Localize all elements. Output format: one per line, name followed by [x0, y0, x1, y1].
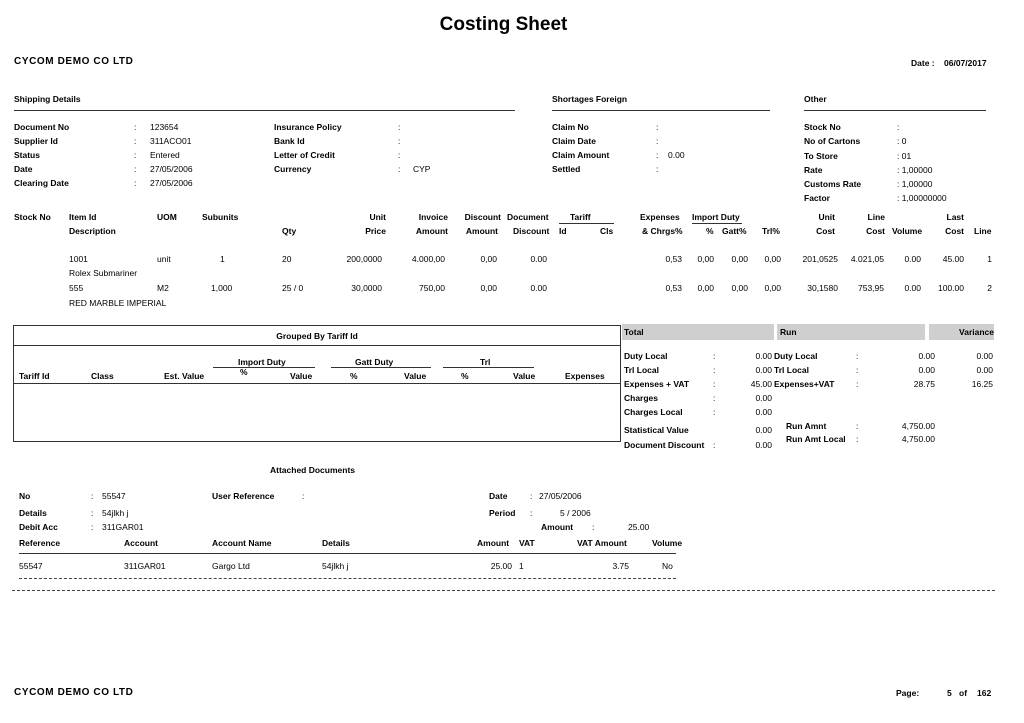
discount-amount: 0,00 — [480, 283, 497, 293]
col-line-cost: Cost — [866, 226, 885, 236]
supplier-id-label: Supplier Id — [14, 136, 58, 146]
col-duty-pct: % — [706, 226, 714, 236]
tg-import-value: Value — [290, 371, 313, 381]
tariff-group-title-divider — [13, 345, 621, 346]
att-col-vat: VAT — [519, 538, 535, 548]
total-value: 0.00 — [755, 407, 772, 417]
run-amnt-label: Run Amnt — [786, 421, 827, 431]
unit-price: 30,0000 — [351, 283, 382, 293]
insurance-policy-label: Insurance Policy — [274, 122, 342, 132]
colon: : — [856, 351, 859, 361]
col-unit-cost: Cost — [816, 226, 835, 236]
tg-tariff-id: Tariff Id — [19, 371, 50, 381]
colon: : — [134, 150, 137, 160]
colon: : — [398, 164, 401, 174]
att-amount-value: 25.00 — [628, 522, 650, 532]
total-label: Charges — [624, 393, 659, 403]
variance-header: Variance — [959, 327, 994, 337]
col-tariff-id: Id — [559, 226, 567, 236]
att-col-reference: Reference — [19, 538, 61, 548]
run-label: Duty Local — [774, 351, 818, 361]
colon: : — [656, 150, 659, 160]
colon: : — [656, 164, 659, 174]
uom: unit — [157, 254, 171, 264]
tg-expenses: Expenses — [565, 371, 605, 381]
att-reference: 55547 — [19, 561, 43, 571]
run-value: 0.00 — [918, 351, 935, 361]
tariff-group-header-divider — [13, 383, 621, 384]
col-trl-pct: Trl% — [762, 226, 780, 236]
page-title: Costing Sheet — [439, 14, 568, 35]
stock-no-value: : — [897, 122, 900, 132]
claim-amount-label: Claim Amount — [552, 150, 610, 160]
att-col-volume: Volume — [652, 538, 683, 548]
tariff-group-title: Grouped By Tariff Id — [276, 331, 358, 341]
att-volume: No — [662, 561, 673, 571]
col-line-no: Line — [974, 226, 992, 236]
att-date-label: Date — [489, 491, 508, 501]
tg-gatt-duty: Gatt Duty — [355, 357, 394, 367]
stock-no-label: Stock No — [804, 122, 841, 132]
colon: : — [134, 178, 137, 188]
line-cost: 753,95 — [858, 283, 884, 293]
total-label: Duty Local — [624, 351, 668, 361]
tg-import-duty: Import Duty — [238, 357, 286, 367]
col-uom: UOM — [157, 212, 177, 222]
colon: : — [91, 491, 94, 501]
att-row-divider — [19, 578, 676, 579]
att-amount-label: Amount — [541, 522, 574, 532]
statistical-value: 0.00 — [755, 425, 772, 435]
page-label: Page: — [896, 688, 920, 698]
col-subunits: Subunits — [202, 212, 239, 222]
item-description: Rolex Submariner — [69, 268, 138, 278]
col-expenses: Expenses — [640, 212, 680, 222]
att-details-label: Details — [19, 508, 47, 518]
run-header-bg — [777, 324, 925, 340]
colon: : — [713, 379, 716, 389]
att-account: 311GAR01 — [124, 561, 166, 571]
currency-label: Currency — [274, 164, 312, 174]
claim-date-label: Claim Date — [552, 136, 596, 146]
tg-gatt-duty-underline — [331, 367, 431, 368]
user-reference-label: User Reference — [212, 491, 275, 501]
col-description: Description — [69, 226, 116, 236]
att-amount: 25.00 — [490, 561, 512, 571]
colon: : — [592, 522, 595, 532]
line-no: 1 — [987, 254, 992, 264]
col-unit: Unit — [369, 212, 386, 222]
invoice-amount: 750,00 — [419, 283, 445, 293]
tg-import-duty-underline — [213, 367, 315, 368]
status-label: Status — [14, 150, 40, 160]
line-cost: 4.021,05 — [850, 254, 884, 264]
run-amt-local-value: 4,750.00 — [901, 434, 935, 444]
att-vat: 1 — [519, 561, 524, 571]
discount-amount: 0,00 — [480, 254, 497, 264]
statistical-value-label: Statistical Value — [624, 425, 689, 435]
col-stock-no: Stock No — [14, 212, 51, 222]
att-header-divider — [19, 553, 676, 554]
supplier-id-value: 311ACO01 — [150, 136, 192, 146]
customs-rate-value: : 1,00000 — [897, 179, 933, 189]
total-value: 0.00 — [755, 393, 772, 403]
col-discount-amount: Amount — [465, 226, 498, 236]
date-value-shipping: 27/05/2006 — [150, 164, 193, 174]
last-cost: 100.00 — [938, 283, 964, 293]
col-item-id: Item Id — [69, 212, 97, 222]
clearing-date-value: 27/05/2006 — [150, 178, 193, 188]
colon: : — [656, 122, 659, 132]
other-heading: Other — [804, 94, 827, 104]
col-last: Last — [946, 212, 964, 222]
run-amnt-value: 4,750.00 — [901, 421, 935, 431]
colon: : — [856, 434, 859, 444]
shortages-divider — [552, 110, 770, 111]
total-value: 45.00 — [750, 379, 772, 389]
run-label: Expenses+VAT — [774, 379, 835, 389]
page-divider — [12, 590, 995, 591]
duty-pct: 0,00 — [697, 254, 714, 264]
total-value: 0.00 — [755, 351, 772, 361]
run-amt-local-label: Run Amt Local — [786, 434, 846, 444]
run-value: 28.75 — [913, 379, 935, 389]
col-qty: Qty — [282, 226, 297, 236]
unit-cost: 30,1580 — [807, 283, 838, 293]
variance-value: 16.25 — [971, 379, 993, 389]
claim-amount-value: 0.00 — [668, 150, 685, 160]
trl-pct: 0,00 — [764, 254, 781, 264]
volume: 0.00 — [904, 283, 921, 293]
colon: : — [713, 365, 716, 375]
gatt-pct: 0,00 — [731, 283, 748, 293]
colon: : — [134, 164, 137, 174]
document-no-value: 123654 — [150, 122, 179, 132]
qty: 20 — [282, 254, 292, 264]
tg-gatt-value: Value — [404, 371, 427, 381]
settled-label: Settled — [552, 164, 581, 174]
tariff-underline — [559, 223, 614, 224]
period-value: 5 / 2006 — [560, 508, 591, 518]
att-col-account-name: Account Name — [212, 538, 272, 548]
page-of: of — [959, 688, 968, 698]
document-discount: 0.00 — [530, 254, 547, 264]
colon: : — [713, 440, 716, 450]
col-discount: Discount — [464, 212, 501, 222]
to-store-label: To Store — [804, 151, 838, 161]
tg-trl: Trl — [480, 357, 491, 367]
subunits: 1 — [220, 254, 225, 264]
shipping-divider — [14, 110, 515, 111]
att-details: 54jlkh j — [322, 561, 349, 571]
colon: : — [91, 522, 94, 532]
currency-value: CYP — [413, 164, 431, 174]
other-divider — [804, 110, 986, 111]
no-of-cartons-label: No of Cartons — [804, 136, 861, 146]
col-invoice-amount: Amount — [415, 226, 448, 236]
colon: : — [713, 351, 716, 361]
item-id: 1001 — [69, 254, 88, 264]
variance-value: 0.00 — [976, 365, 993, 375]
shipping-details-heading: Shipping Details — [14, 94, 81, 104]
trl-pct: 0,00 — [764, 283, 781, 293]
page-current: 5 — [947, 688, 952, 698]
item-id: 555 — [69, 283, 84, 293]
colon: : — [134, 122, 137, 132]
att-no-label: No — [19, 491, 31, 501]
colon: : — [91, 508, 94, 518]
tg-import-pct: % — [240, 367, 248, 377]
colon: : — [398, 136, 401, 146]
att-no-value: 55547 — [102, 491, 126, 501]
colon: : — [530, 508, 533, 518]
col-volume: Volume — [892, 226, 923, 236]
colon: : — [302, 491, 305, 501]
total-label: Expenses + VAT — [624, 379, 690, 389]
unit-price: 200,0000 — [346, 254, 382, 264]
att-col-account: Account — [124, 538, 158, 548]
period-label: Period — [489, 508, 516, 518]
col-invoice: Invoice — [418, 212, 448, 222]
company-name: CYCOM DEMO CO LTD — [14, 56, 134, 67]
letter-of-credit-label: Letter of Credit — [274, 150, 335, 160]
tg-trl-underline — [443, 367, 534, 368]
tg-class: Class — [91, 371, 114, 381]
date-label: Date : — [911, 58, 935, 68]
col-price: Price — [365, 226, 386, 236]
last-cost: 45.00 — [942, 254, 964, 264]
report-date: 06/07/2017 — [944, 58, 987, 68]
uom: M2 — [157, 283, 169, 293]
debit-acc-label: Debit Acc — [19, 522, 58, 532]
run-header: Run — [780, 327, 797, 337]
document-discount-value: 0.00 — [755, 440, 772, 450]
total-header: Total — [624, 327, 644, 337]
colon: : — [856, 365, 859, 375]
duty-pct: 0,00 — [697, 283, 714, 293]
no-of-cartons-value: : 0 — [897, 136, 907, 146]
bank-id-label: Bank Id — [274, 136, 305, 146]
item-description: RED MARBLE IMPERIAL — [69, 298, 167, 308]
debit-acc-value: 311GAR01 — [102, 522, 144, 532]
colon: : — [713, 407, 716, 417]
rate-value: : 1,00000 — [897, 165, 933, 175]
col-document: Document — [507, 212, 549, 222]
invoice-amount: 4.000,00 — [411, 254, 445, 264]
total-label: Charges Local — [624, 407, 683, 417]
customs-rate-label: Customs Rate — [804, 179, 862, 189]
footer-company: CYCOM DEMO CO LTD — [14, 687, 134, 698]
date-label-shipping: Date — [14, 164, 33, 174]
variance-value: 0.00 — [976, 351, 993, 361]
run-value: 0.00 — [918, 365, 935, 375]
tg-trl-value: Value — [513, 371, 536, 381]
total-value: 0.00 — [755, 365, 772, 375]
att-date-value: 27/05/2006 — [539, 491, 582, 501]
expenses-pct: 0,53 — [665, 283, 682, 293]
shortages-heading: Shortages Foreign — [552, 94, 628, 104]
att-col-details: Details — [322, 538, 350, 548]
colon: : — [134, 136, 137, 146]
col-document-discount: Discount — [513, 226, 550, 236]
colon: : — [530, 491, 533, 501]
col-chrgs: & Chrgs% — [642, 226, 683, 236]
colon: : — [398, 122, 401, 132]
colon: : — [856, 421, 859, 431]
unit-cost: 201,0525 — [802, 254, 838, 264]
attached-documents-title: Attached Documents — [270, 465, 356, 475]
claim-no-label: Claim No — [552, 122, 589, 132]
att-col-amount: Amount — [477, 538, 510, 548]
col-line: Line — [867, 212, 885, 222]
run-label: Trl Local — [774, 365, 809, 375]
subunits: 1,000 — [211, 283, 233, 293]
colon: : — [713, 393, 716, 403]
col-tariff-cls: Cls — [600, 226, 614, 236]
col-last-cost: Cost — [945, 226, 964, 236]
tg-trl-pct: % — [461, 371, 469, 381]
page-total: 162 — [977, 688, 992, 698]
clearing-date-label: Clearing Date — [14, 178, 69, 188]
colon: : — [656, 136, 659, 146]
colon: : — [398, 150, 401, 160]
att-vat-amount: 3.75 — [612, 561, 629, 571]
factor-label: Factor — [804, 193, 830, 203]
tg-gatt-pct: % — [350, 371, 358, 381]
col-import-duty: Import Duty — [692, 212, 740, 222]
gatt-pct: 0,00 — [731, 254, 748, 264]
col-gatt-pct: Gatt% — [722, 226, 747, 236]
document-discount-label: Document Discount — [624, 440, 705, 450]
qty: 25 / 0 — [282, 283, 304, 293]
line-no: 2 — [987, 283, 992, 293]
col-tariff: Tariff — [570, 212, 591, 222]
status-value: Entered — [150, 150, 180, 160]
import-duty-underline — [692, 223, 742, 224]
att-account-name: Gargo Ltd — [212, 561, 250, 571]
volume: 0.00 — [904, 254, 921, 264]
att-details-value: 54jlkh j — [102, 508, 129, 518]
to-store-value: : 01 — [897, 151, 912, 161]
total-header-bg — [622, 324, 774, 340]
expenses-pct: 0,53 — [665, 254, 682, 264]
factor-value: : 1,00000000 — [897, 193, 947, 203]
document-no-label: Document No — [14, 122, 70, 132]
rate-label: Rate — [804, 165, 823, 175]
col-unit2: Unit — [818, 212, 835, 222]
colon: : — [856, 379, 859, 389]
document-discount: 0.00 — [530, 283, 547, 293]
total-label: Trl Local — [624, 365, 659, 375]
att-col-vat-amount: VAT Amount — [577, 538, 627, 548]
tg-est-value: Est. Value — [164, 371, 205, 381]
